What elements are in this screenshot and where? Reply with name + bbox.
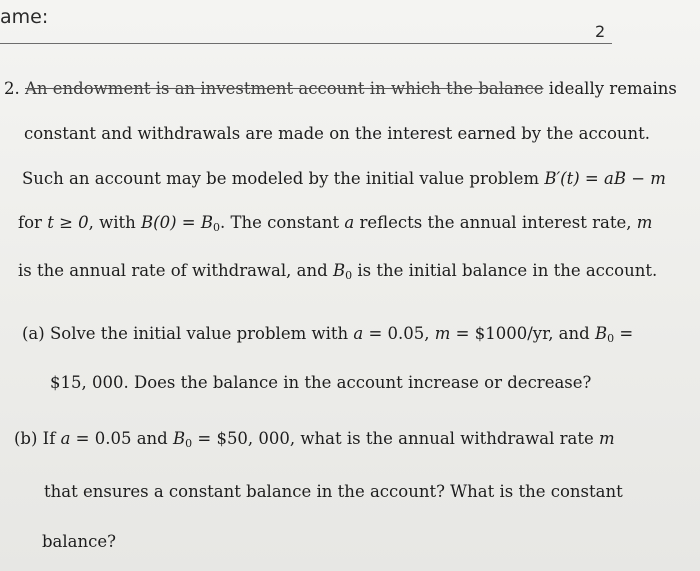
- name-field-label: ame:: [0, 6, 49, 28]
- part-b-var-m: m: [599, 429, 615, 448]
- part-b-line-2: that ensures a constant balance in the account? What is the constant: [44, 482, 623, 501]
- part-a-line-1: [22, 326, 633, 344]
- part-a-var-a: a: [353, 324, 364, 343]
- text-initial-balance: is the initial balance in the account.: [352, 261, 658, 280]
- part-b-var-a: a: [60, 429, 71, 448]
- problem-line-5: [18, 263, 657, 281]
- part-a-equals: =: [614, 324, 634, 343]
- var-b0-subscript: 0: [345, 269, 353, 282]
- part-a-var-b-subscript: 0: [607, 332, 615, 345]
- part-a-m-value: = $1000/yr, and: [450, 324, 595, 343]
- domain-condition: t ≥ 0: [47, 213, 89, 232]
- var-a: a: [344, 213, 355, 232]
- part-b-var-b: B: [172, 429, 186, 448]
- text-the-constant: . The constant: [220, 213, 345, 232]
- problem-line-4: [18, 215, 652, 233]
- var-b0: B: [332, 261, 346, 280]
- part-b-label: (b): [14, 429, 38, 448]
- part-a-label: (a): [22, 324, 45, 343]
- part-b-var-b-subscript: 0: [185, 437, 193, 450]
- problem-line-2: constant and withdrawals are made on the interest earned by the account.: [24, 124, 651, 143]
- part-b-line-1: [14, 431, 615, 449]
- part-a-var-b: B: [594, 324, 608, 343]
- initial-condition: B(0) = B: [141, 213, 213, 232]
- initial-condition-subscript: 0: [213, 221, 220, 234]
- text-for: for: [18, 213, 48, 232]
- problem-line-1: [4, 81, 677, 98]
- part-a-a-value: = 0.05,: [363, 324, 435, 343]
- part-a-text: Solve the initial value problem with: [44, 324, 354, 343]
- struck-text: An endowment is an investment account in which the balance: [25, 79, 544, 98]
- header-rule: [0, 43, 612, 44]
- page-number: 2: [595, 22, 606, 41]
- ode-equation: B′(t) = aB − m: [544, 169, 666, 188]
- part-b-text-if: If: [37, 429, 61, 448]
- part-a-line-2: $15, 000. Does the balance in the account increase or decrease?: [50, 373, 592, 392]
- problem-line-1-end: ideally remains: [543, 79, 677, 98]
- part-a-var-m: m: [434, 324, 451, 343]
- text-with: , with: [88, 213, 142, 232]
- problem-line-3-text: Such an account may be modeled by the initial value problem: [22, 169, 545, 188]
- part-b-b-value: = $50, 000, what is the annual withdrawal rate: [192, 429, 599, 448]
- part-b-line-3: balance?: [42, 532, 116, 551]
- part-b-a-value: = 0.05 and: [70, 429, 173, 448]
- text-reflects: reflects the annual interest rate,: [354, 213, 637, 232]
- problem-number: 2.: [4, 79, 20, 98]
- problem-line-3: [22, 171, 666, 188]
- text-annual-rate: is the annual rate of withdrawal, and: [18, 261, 333, 280]
- var-m: m: [636, 213, 653, 232]
